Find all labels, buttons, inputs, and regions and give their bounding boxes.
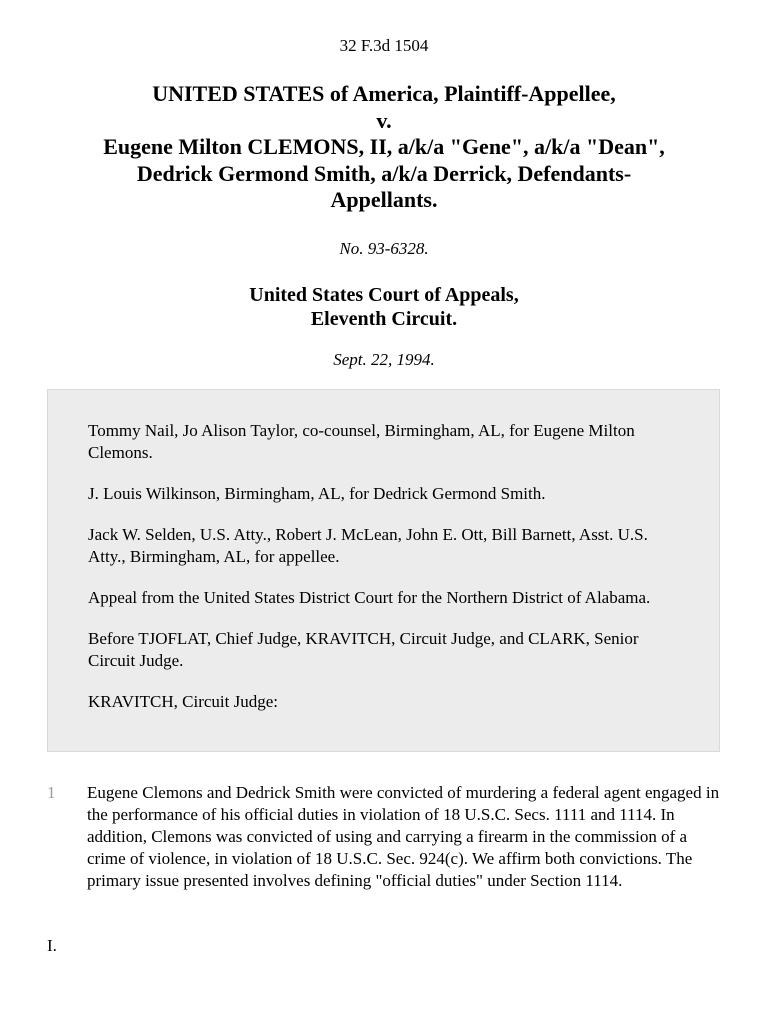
court-name-line-1: United States Court of Appeals, bbox=[249, 284, 519, 306]
panel-judges: Before TJOFLAT, Chief Judge, KRAVITCH, Circuit Judge, and CLARK, Senior Circuit Judge. bbox=[88, 629, 639, 670]
caption-line-plaintiff: UNITED STATES of America, Plaintiff-Appellee, bbox=[152, 81, 616, 106]
court-name-line-2: Eleventh Circuit. bbox=[310, 308, 458, 330]
docket-number: No. 93-6328. bbox=[339, 239, 429, 258]
case-caption bbox=[40, 81, 728, 214]
paragraph-text: Eugene Clemons and Dedrick Smith were convicted of murdering a federal agent engaged in the performance of his official duties in violation of 18 U.S.C. Secs. 1111 and 1114. In addition, Clemons was convicted of using and carrying a firearm in the commission of a crime of violence, in violation of 18 U.S.C. Sec. 924(c). We affirm both convictions. The primary issue presented involves defining "official duties" under Section 1114. bbox=[87, 783, 720, 890]
caption-line-appellants: Appellants. bbox=[330, 187, 438, 212]
section-heading: I. bbox=[47, 936, 57, 955]
appeal-origin: Appeal from the United States District Court for the Northern District of Alabama. bbox=[88, 588, 651, 607]
counsel-appellee: Jack W. Selden, U.S. Atty., Robert J. McLean, John E. Ott, Bill Barnett, Asst. U.S. Atty., Birmingham, AL, for appellee. bbox=[88, 525, 648, 566]
citation: 32 F.3d 1504 bbox=[339, 36, 429, 55]
caption-line-defendant-2: Dedrick Germond Smith, a/k/a Derrick, Defendants- bbox=[136, 160, 632, 186]
counsel-clemons: Tommy Nail, Jo Alison Taylor, co-counsel, Birmingham, AL, for Eugene Milton Clemons. bbox=[88, 421, 635, 462]
counsel-box bbox=[47, 389, 720, 752]
caption-line-versus: v. bbox=[376, 107, 392, 133]
caption-line-defendant-1: Eugene Milton CLEMONS, II, a/k/a "Gene", a/k/a "Dean", bbox=[103, 134, 665, 159]
authoring-judge: KRAVITCH, Circuit Judge: bbox=[88, 692, 278, 711]
decision-date: Sept. 22, 1994. bbox=[333, 350, 435, 369]
counsel-smith: J. Louis Wilkinson, Birmingham, AL, for Dedrick Germond Smith. bbox=[88, 484, 546, 503]
court-name bbox=[0, 283, 768, 331]
paragraph-number[interactable]: 1 bbox=[47, 783, 56, 802]
